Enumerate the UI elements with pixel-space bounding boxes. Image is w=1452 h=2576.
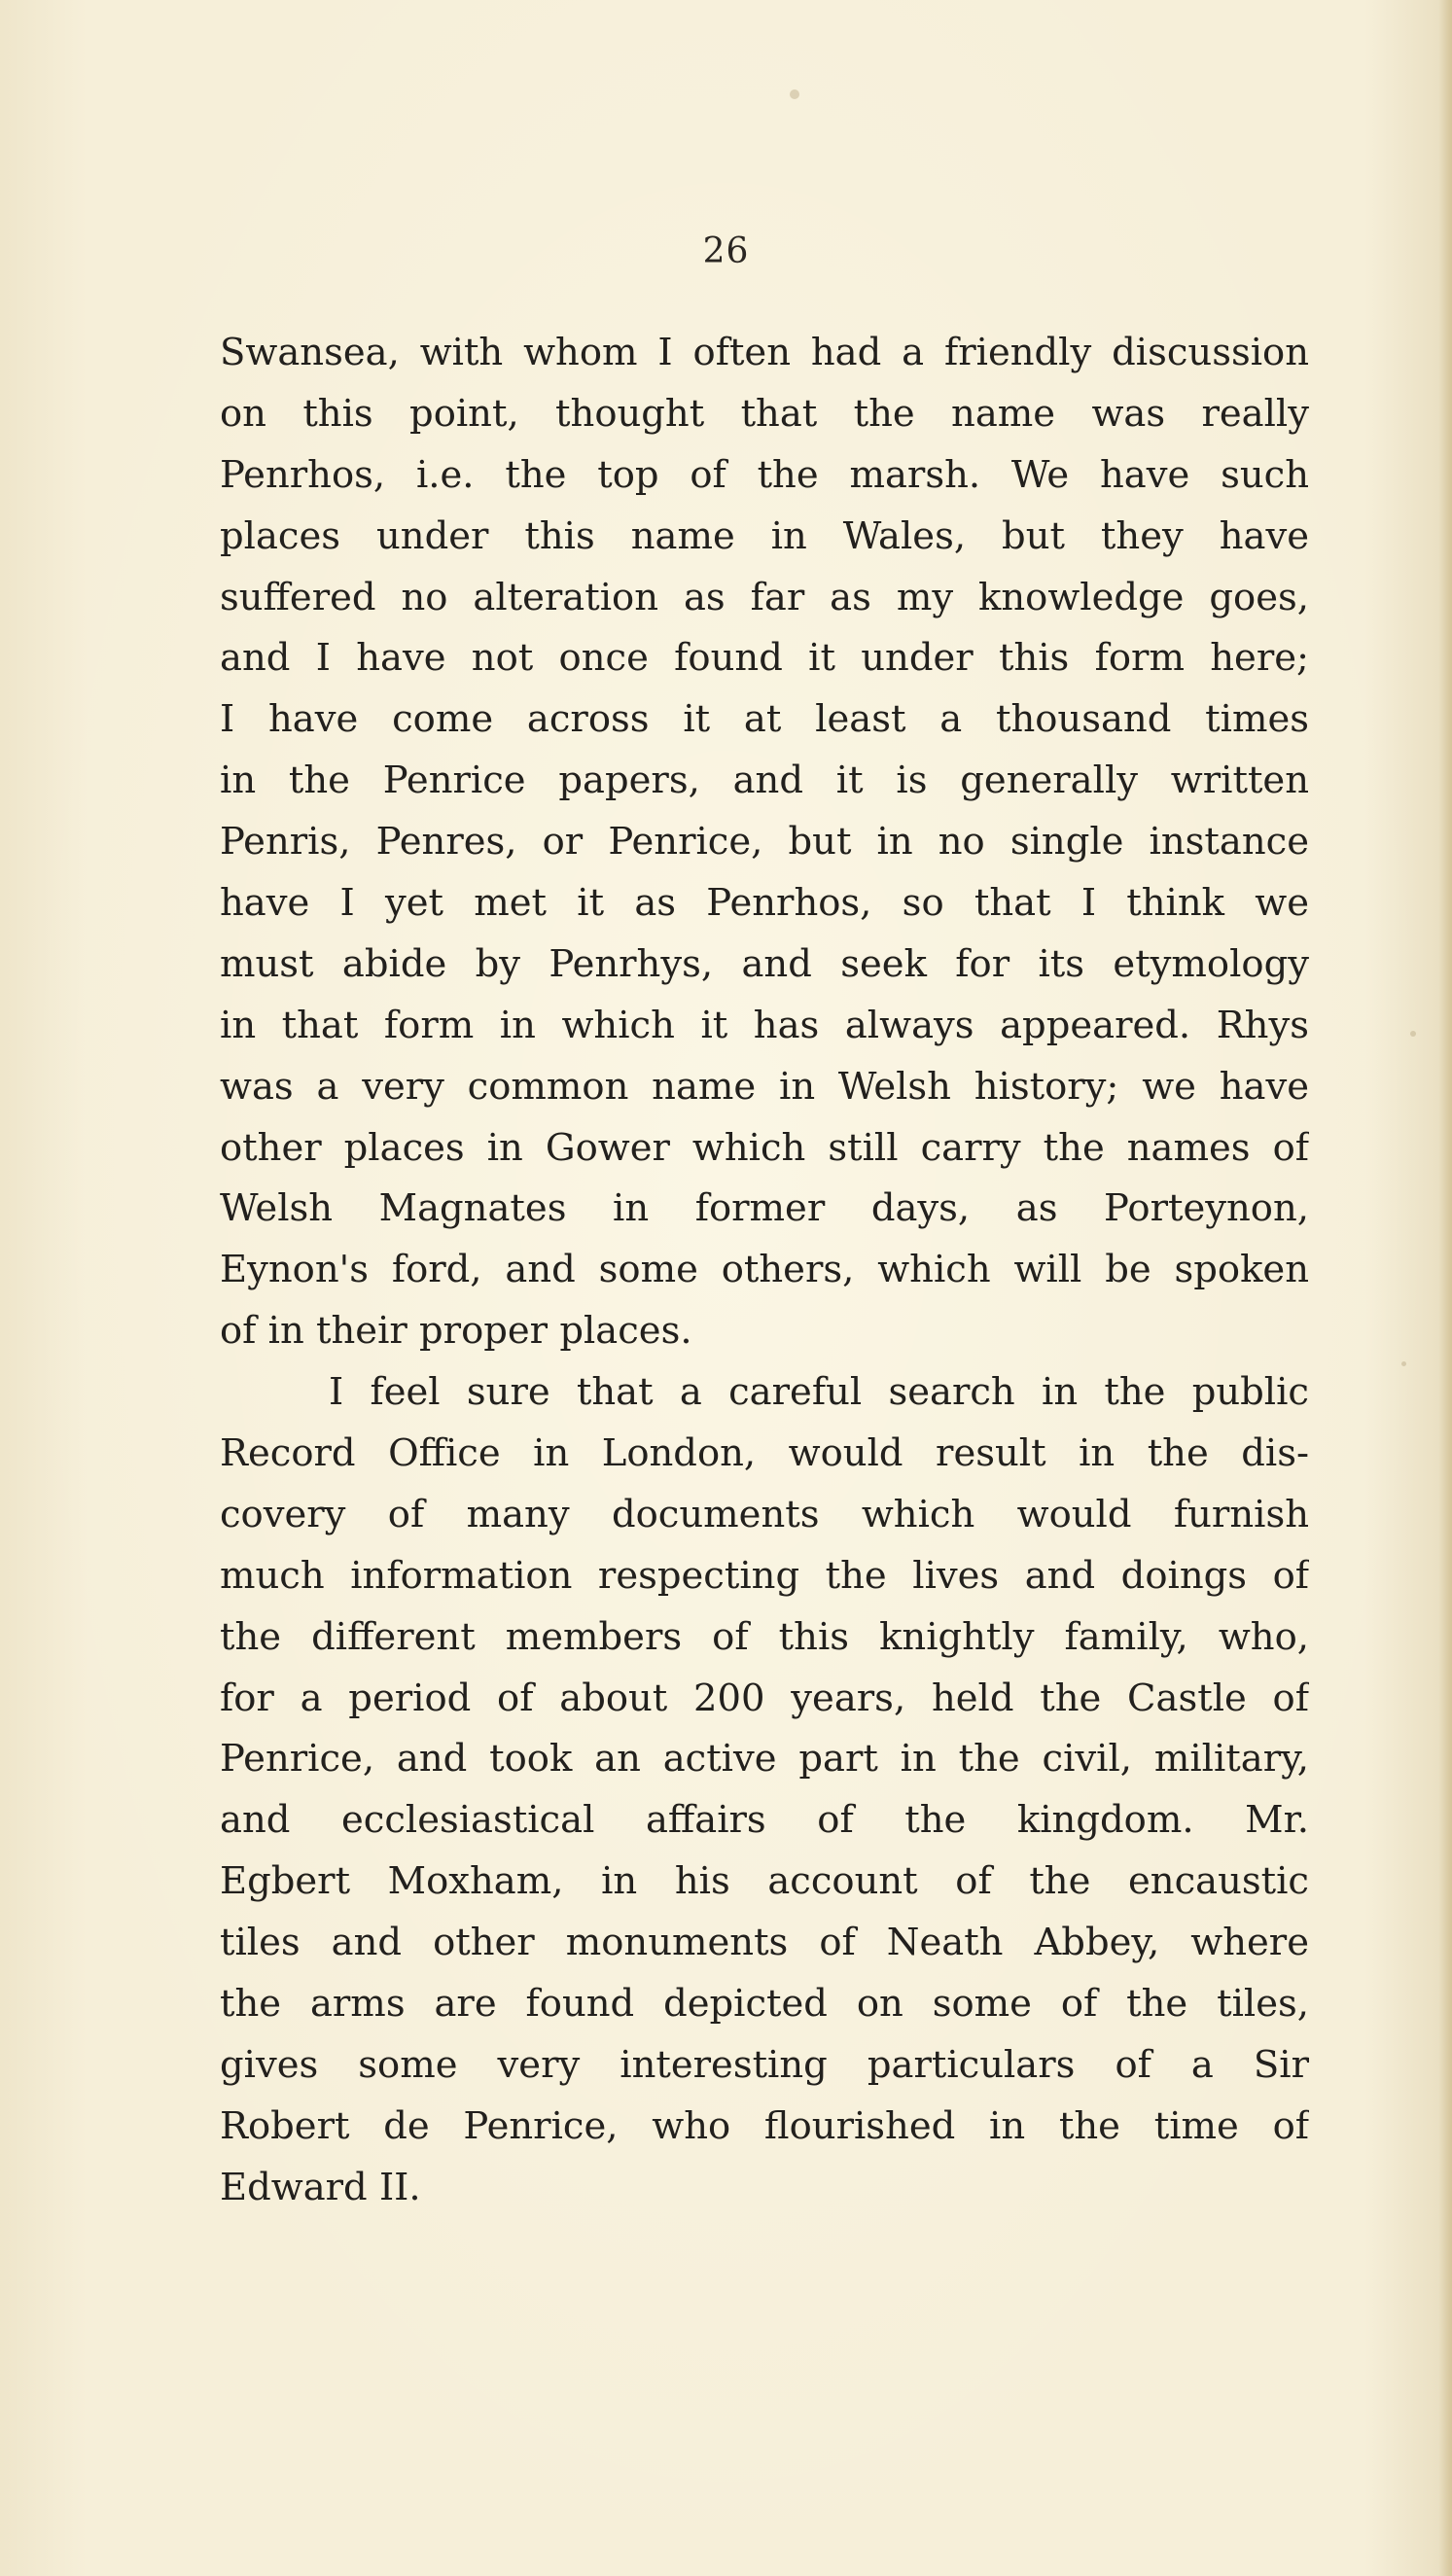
text-line: I feel sure that a careful search in the public <box>329 1370 1309 1415</box>
page-number: 26 <box>702 231 750 271</box>
text-line: other places in Gower which still carry the names of <box>220 1125 1309 1170</box>
text-line: must abide by Penrhys, and seek for its etymology <box>220 941 1309 986</box>
text-line: in that form in which it has always appeared. Rhys <box>220 1003 1309 1047</box>
page-edge-shadow <box>1438 0 1452 2576</box>
text-line: Robert de Penrice, who flourished in the time of <box>220 2103 1309 2148</box>
text-line: Edward II. <box>220 2165 421 2209</box>
text-line: suffered no alteration as far as my knowledge goes, <box>220 575 1309 619</box>
text-line: Penris, Penres, or Penrice, but in no single instance <box>220 820 1309 865</box>
text-line: Eynon's ford, and some others, which will be spoken <box>220 1248 1309 1292</box>
text-line: I have come across it at least a thousand times <box>220 697 1309 742</box>
text-line: Welsh Magnates in former days, as Porteynon, <box>220 1186 1309 1231</box>
paper-speck <box>790 89 799 99</box>
text-line: of in their proper places. <box>220 1309 692 1354</box>
text-line: the different members of this knightly family, who, <box>220 1614 1309 1659</box>
text-line: and I have not once found it under this form here; <box>220 636 1309 681</box>
paper-speck <box>1410 1031 1416 1037</box>
text-line: tiles and other monuments of Neath Abbey, where <box>220 1921 1309 1965</box>
text-line: Swansea, with whom I often had a friendly discussion <box>220 331 1309 374</box>
text-line: for a period of about 200 years, held the Castle of <box>220 1676 1309 1720</box>
text-line: Penrice, and took an active part in the civil, military, <box>220 1737 1309 1782</box>
text-line: covery of many documents which would furnish <box>220 1492 1309 1536</box>
text-line: places under this name in Wales, but they have <box>220 513 1309 558</box>
paper-speck <box>1401 1361 1406 1366</box>
text-line: in the Penrice papers, and it is generally written <box>220 759 1309 803</box>
text-line: on this point, thought that the name was really <box>220 391 1309 436</box>
text-line: have I yet met it as Penrhos, so that I think we <box>220 881 1309 926</box>
text-line: was a very common name in Welsh history; we have <box>220 1064 1309 1109</box>
text-line: gives some very interesting particulars of a Sir <box>220 2042 1309 2087</box>
text-line: Record Office in London, would result in the dis- <box>220 1431 1309 1476</box>
text-line: and ecclesiastical affairs of the kingdom. Mr. <box>220 1798 1309 1843</box>
text-line: Egbert Moxham, in his account of the encaustic <box>220 1859 1309 1904</box>
text-line: Penrhos, i.e. the top of the marsh. We have such <box>220 452 1309 497</box>
body-text <box>220 323 1309 2219</box>
text-line: the arms are found depicted on some of the tiles, <box>220 1982 1309 2027</box>
text-line: much information respecting the lives and doings of <box>220 1553 1309 1598</box>
